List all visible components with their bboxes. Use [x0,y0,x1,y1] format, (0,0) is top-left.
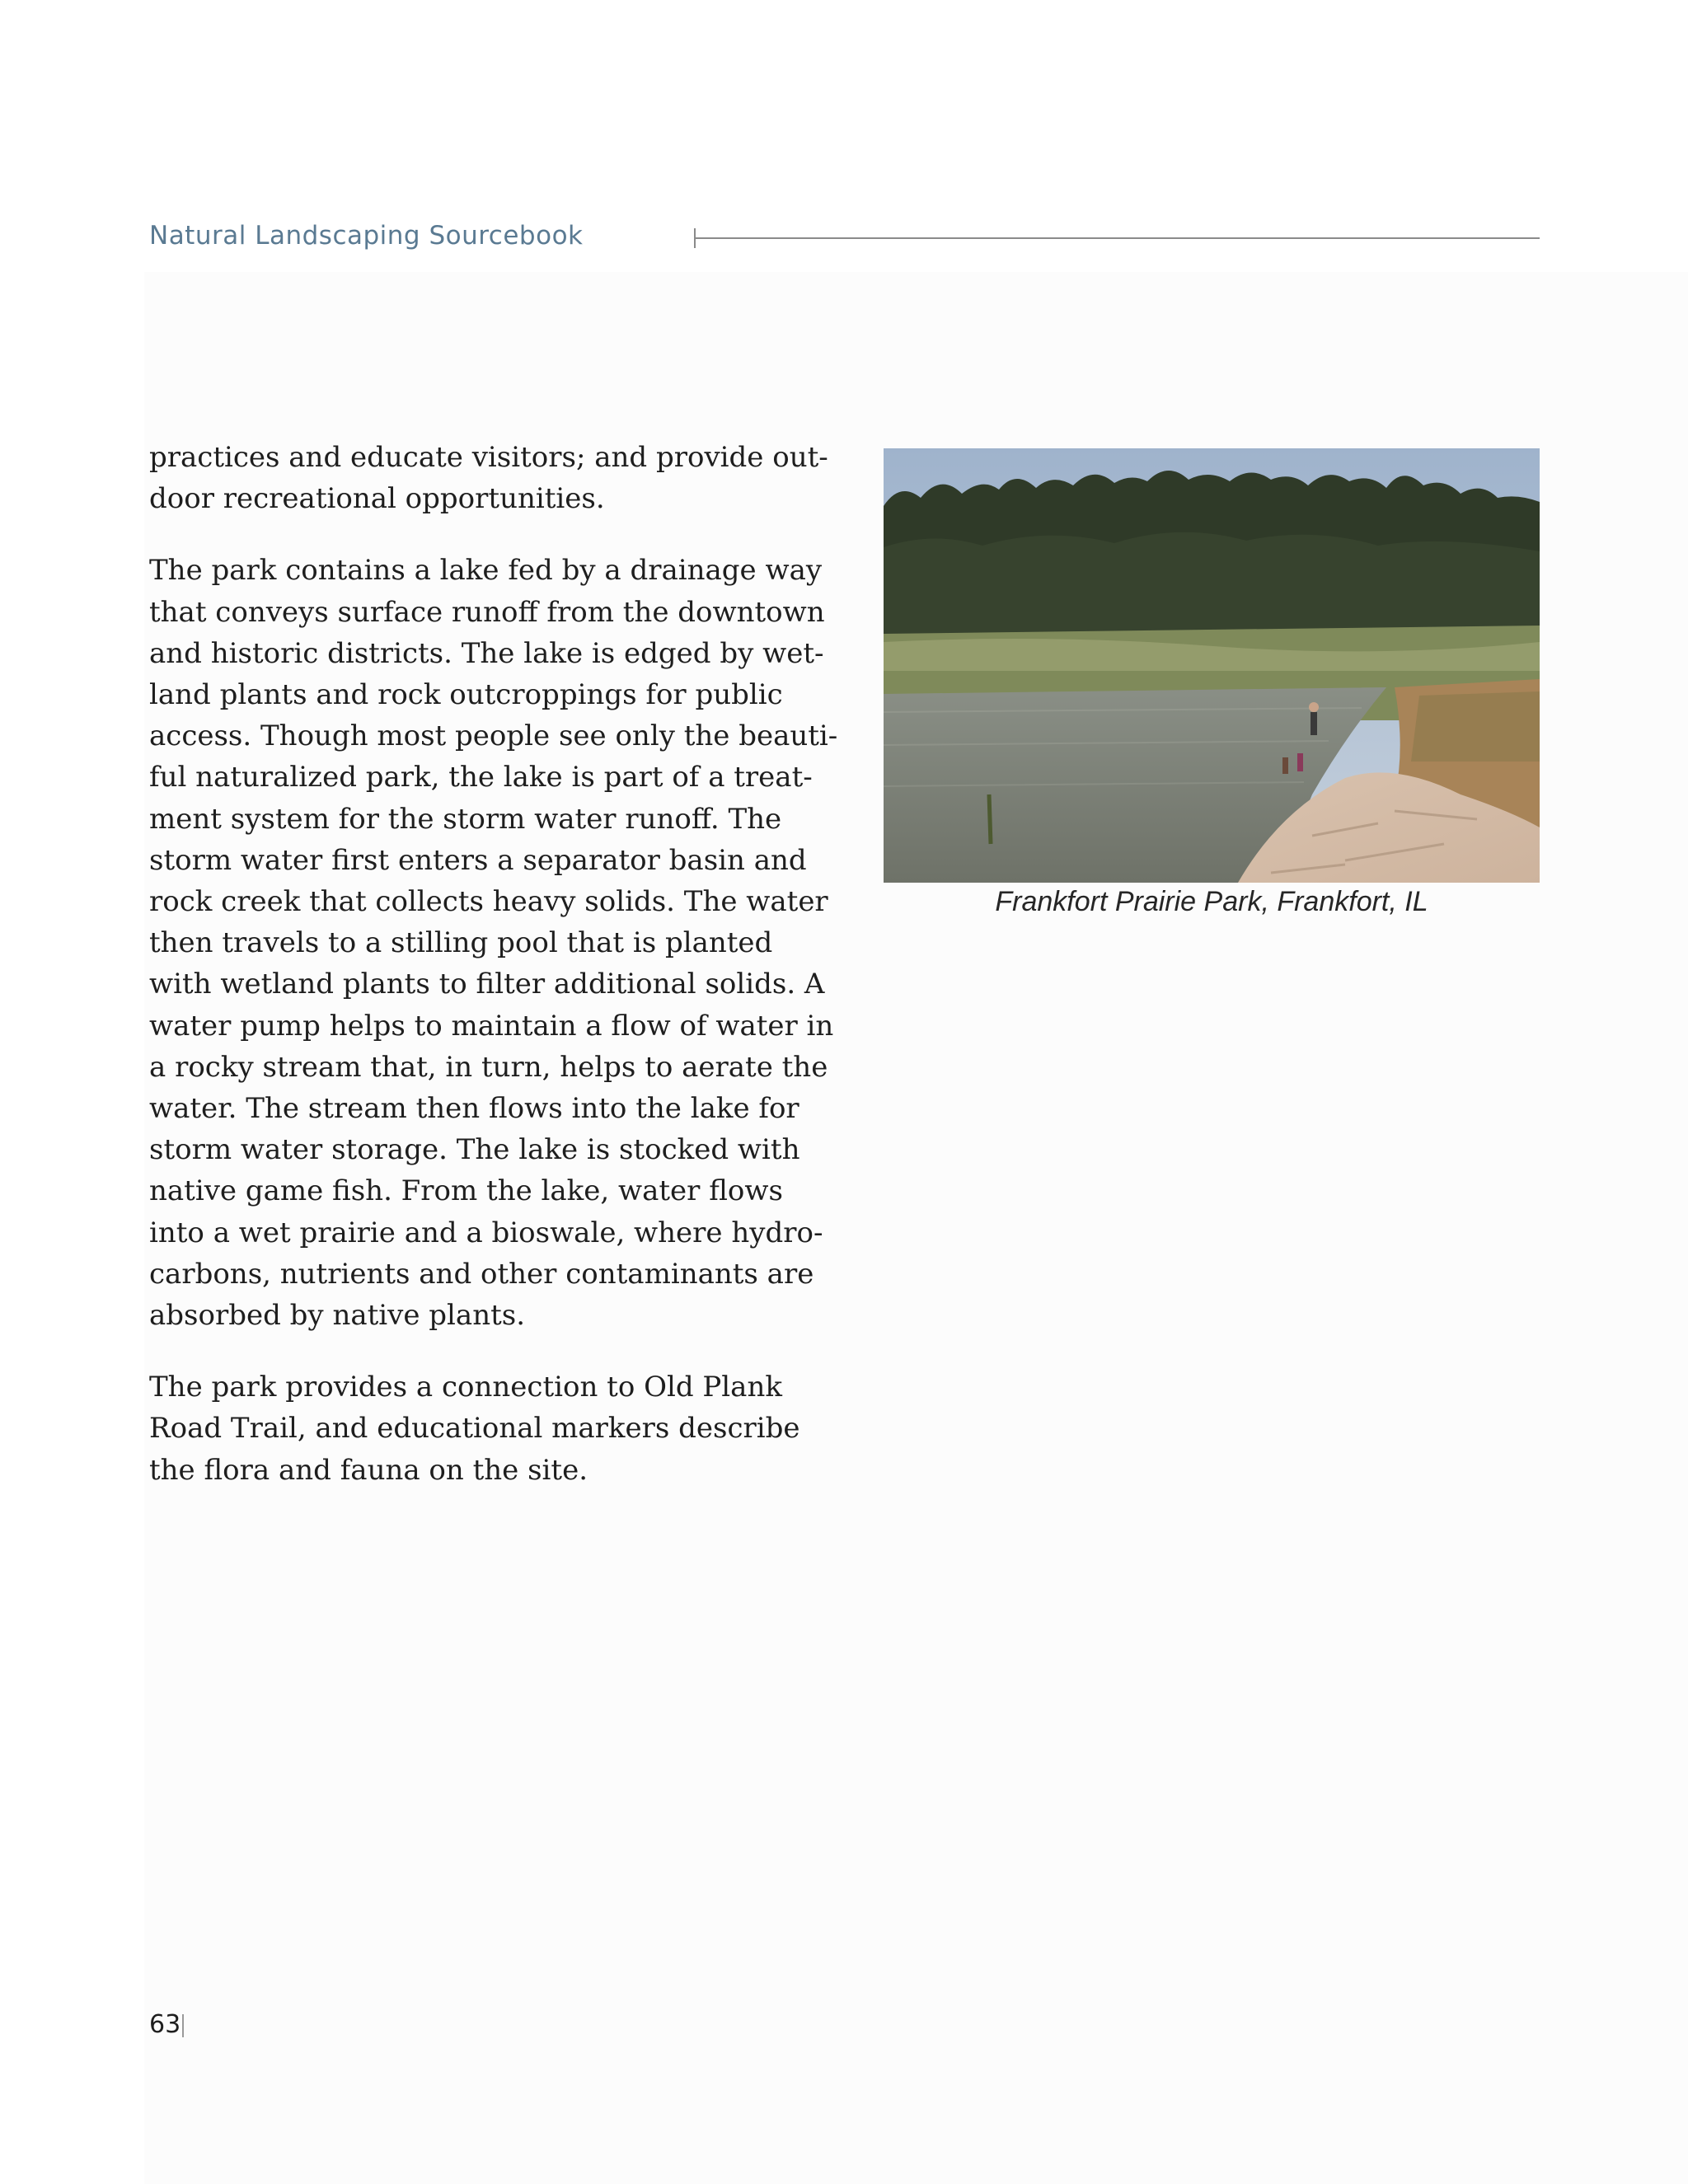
park-photo [884,448,1540,883]
text-line: a rocky stream that, in turn, helps to aerate the [149,1050,828,1084]
text-line: water. The stream then flows into the lake for [149,1092,799,1126]
text-line: absorbed by native plants. [149,1299,526,1333]
header-rule [694,237,1540,239]
text-line: storm water storage. The lake is stocked with [149,1133,800,1167]
text-line: and historic districts. The lake is edged by wet- [149,636,824,670]
text-line: then travels to a stilling pool that is planted [149,926,773,960]
text-line: that conveys surface runoff from the downtown [149,595,825,629]
text-line: into a wet prairie and a bioswale, where hydro- [149,1216,823,1249]
text-line: ful naturalized park, the lake is part of a treat- [149,761,813,794]
text-line: The park provides a connection to Old Plank [149,1371,782,1404]
text-line: native game fish. From the lake, water flows [149,1174,783,1208]
page-number: 63 [149,2010,181,2039]
park-photo-illustration [884,448,1540,883]
text-line: carbons, nutrients and other contaminants are [149,1257,814,1291]
paragraph-2 [149,550,838,1336]
running-header-title: Natural Landscaping Sourcebook [149,221,584,251]
paragraph-3 [149,1366,825,1491]
text-line: storm water first enters a separator basin and [149,843,807,877]
text-line: practices and educate visitors; and provide out- [149,441,828,474]
text-line: ment system for the storm water runoff. The [149,802,782,836]
text-line: the flora and fauna on the site. [149,1453,588,1487]
text-line: access. Though most people see only the beauti- [149,719,838,753]
photo-caption: Frankfort Prairie Park, Frankfort, IL [995,886,1428,917]
text-line: water pump helps to maintain a flow of water in [149,1009,834,1043]
paragraph-1 [149,437,828,519]
text-line: The park contains a lake fed by a drainage way [149,554,823,588]
text-line: Road Trail, and educational markers describe [149,1412,800,1446]
text-line: with wetland plants to filter additional solids. A [149,968,825,1001]
page-number-rule [182,2014,184,2037]
text-line: door recreational opportunities. [149,482,605,516]
text-line: rock creek that collects heavy solids. The water [149,885,828,919]
body-text [149,437,838,1521]
text-line: land plants and rock outcroppings for public [149,678,783,712]
